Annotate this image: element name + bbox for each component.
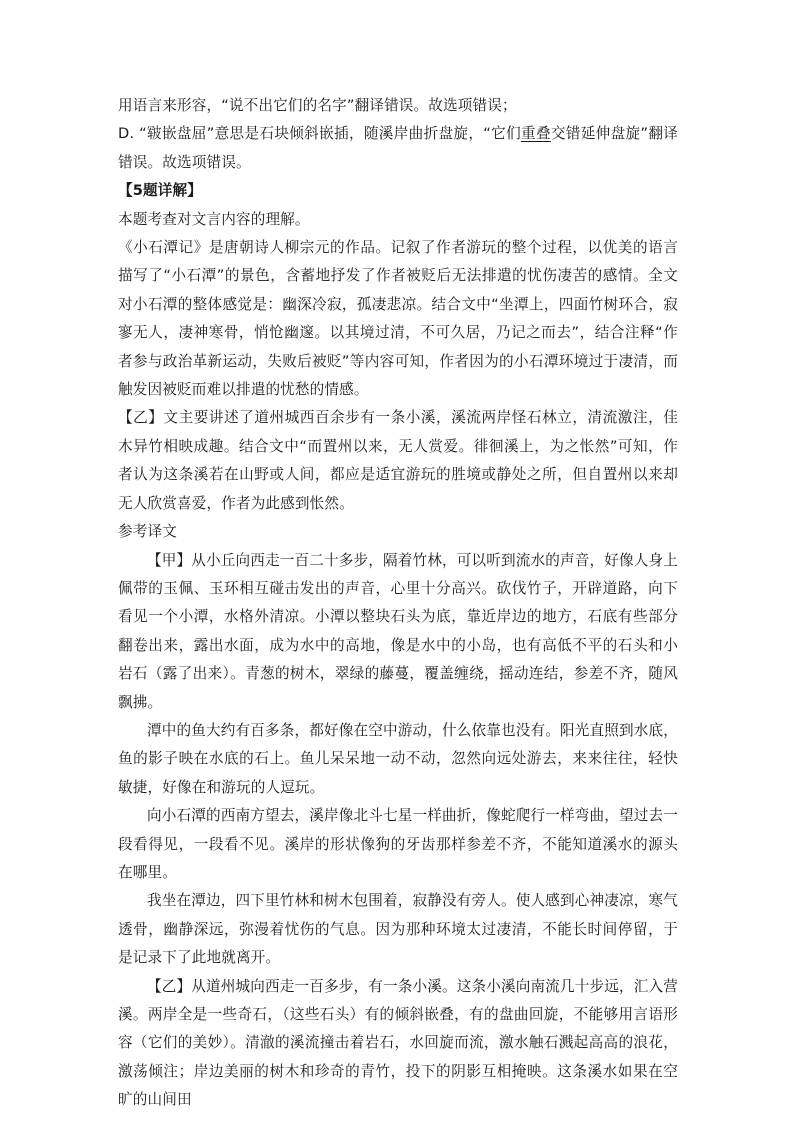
paragraph-analysis-jia: 《小石潭记》是唐朝诗人柳宗元的作品。记叙了作者游玩的整个过程，以优美的语言描写了“小石潭”的景色，含蓄地抒发了作者被贬后无法排遣的忧伤凄苦的感情。全文对小石潭的整体感觉是：幽深冷寂，孤凄悲凉。结合文中“坐潭上，四面竹树环合，寂寥无人，凄神寒骨，悄怆幽邃。以其境过清，不可久居，乃记之而去”，结合注释“作者参与政治革新运动，失败后被贬”等内容可知，作者因为的小石潭环境过于凄清，而触发因被贬而难以排遣的忧愁的情感。 (118, 239, 678, 399)
paragraph-translation-jia-4: 我坐在潭边，四下里竹林和树木包围着，寂静没有旁人。使人感到心神凄凉，寒气透骨，幽静深远，弥漫着忧伤的气息。因为那种环境太过凄清，不能长时间停留，于是记录下了此地就离开。 (118, 892, 678, 967)
option-d-text-before: D. “皲嵌盘屈”意思是石块倾斜嵌插，随溪岸曲折盘旋，“它们 (118, 125, 522, 143)
section-heading-translation: 参考译文 (118, 523, 177, 541)
paragraph-q5-intro: 本题考查对文言内容的理解。 (118, 210, 310, 228)
paragraph-translation-jia-1: 【甲】从小丘向西走一百二十多步，隔着竹林，可以听到流水的声音，好像人身上佩带的玉佩、玉环相互碰击发出的声音，心里十分高兴。砍伐竹子，开辟道路，向下看见一个小潭，水格外清凉。小潭以整块石头为底，靠近岸边的地方，石底有些部分翻卷出来，露出水面，成为水中的高地，像是水中的小岛，也有高低不平的石头和小岩石（露了出来）。青葱的树木，翠绿的藤蔓，覆盖缠绕，摇动连结，参差不齐，随风飘拂。 (118, 551, 678, 711)
paragraph-analysis-yi: 【乙】文主要讲述了道州城西百余步有一条小溪，溪流两岸怪石林立，清流激注，佳木异竹相映成趣。结合文中“而置州以来，无人赏爱。徘徊溪上，为之怅然”可知，作者认为这条溪若在山野或人间，都应是适宜游玩的胜境或静处之所，但自置州以来却无人欣赏喜爱，作者为此感到怅然。 (118, 409, 678, 512)
paragraph-translation-jia-3: 向小石潭的西南方望去，溪岸像北斗七星一样曲折，像蛇爬行一样弯曲，望过去一段看得见，一段看不见。溪岸的形状像狗的牙齿那样参差不齐，不能知道溪水的源头在哪里。 (118, 807, 678, 881)
option-d-underlined-word: 重叠 (521, 125, 551, 143)
paragraph-option-c-tail: 用语言来形容，“说不出它们的名字”翻译错误。故选项错误； (118, 97, 517, 114)
paragraph-option-d (118, 120, 678, 177)
paragraph-translation-jia-2: 潭中的鱼大约有百多条，都好像在空中游动，什么依靠也没有。阳光直照到水底，鱼的影子映在水底的石上。鱼儿呆呆地一动不动，忽然向远处游去，来来往往，轻快敏捷，好像在和游玩的人逗玩。 (118, 721, 678, 796)
section-heading-q5: 【5题详解】 (118, 182, 203, 200)
document-body (118, 92, 678, 1115)
paragraph-translation-yi: 【乙】从道州城向西走一百多步，有一条小溪。这条小溪向南流几十步远，汇入营溪。两岸全是一些奇石，（这些石头）有的倾斜嵌叠，有的盘曲回旋，不能够用言语形容（它们的美妙）。清澈的溪流撞击着岩石，水回旋而流，激水触石溅起高高的浪花，激荡倾注；岸边美丽的树木和珍奇的青竹，投下的阴影互相掩映。这条溪水如果在空旷的山间田 (118, 977, 678, 1109)
option-d-text-after: 交错延伸盘旋”翻译错误。故选项错误。 (118, 125, 678, 171)
